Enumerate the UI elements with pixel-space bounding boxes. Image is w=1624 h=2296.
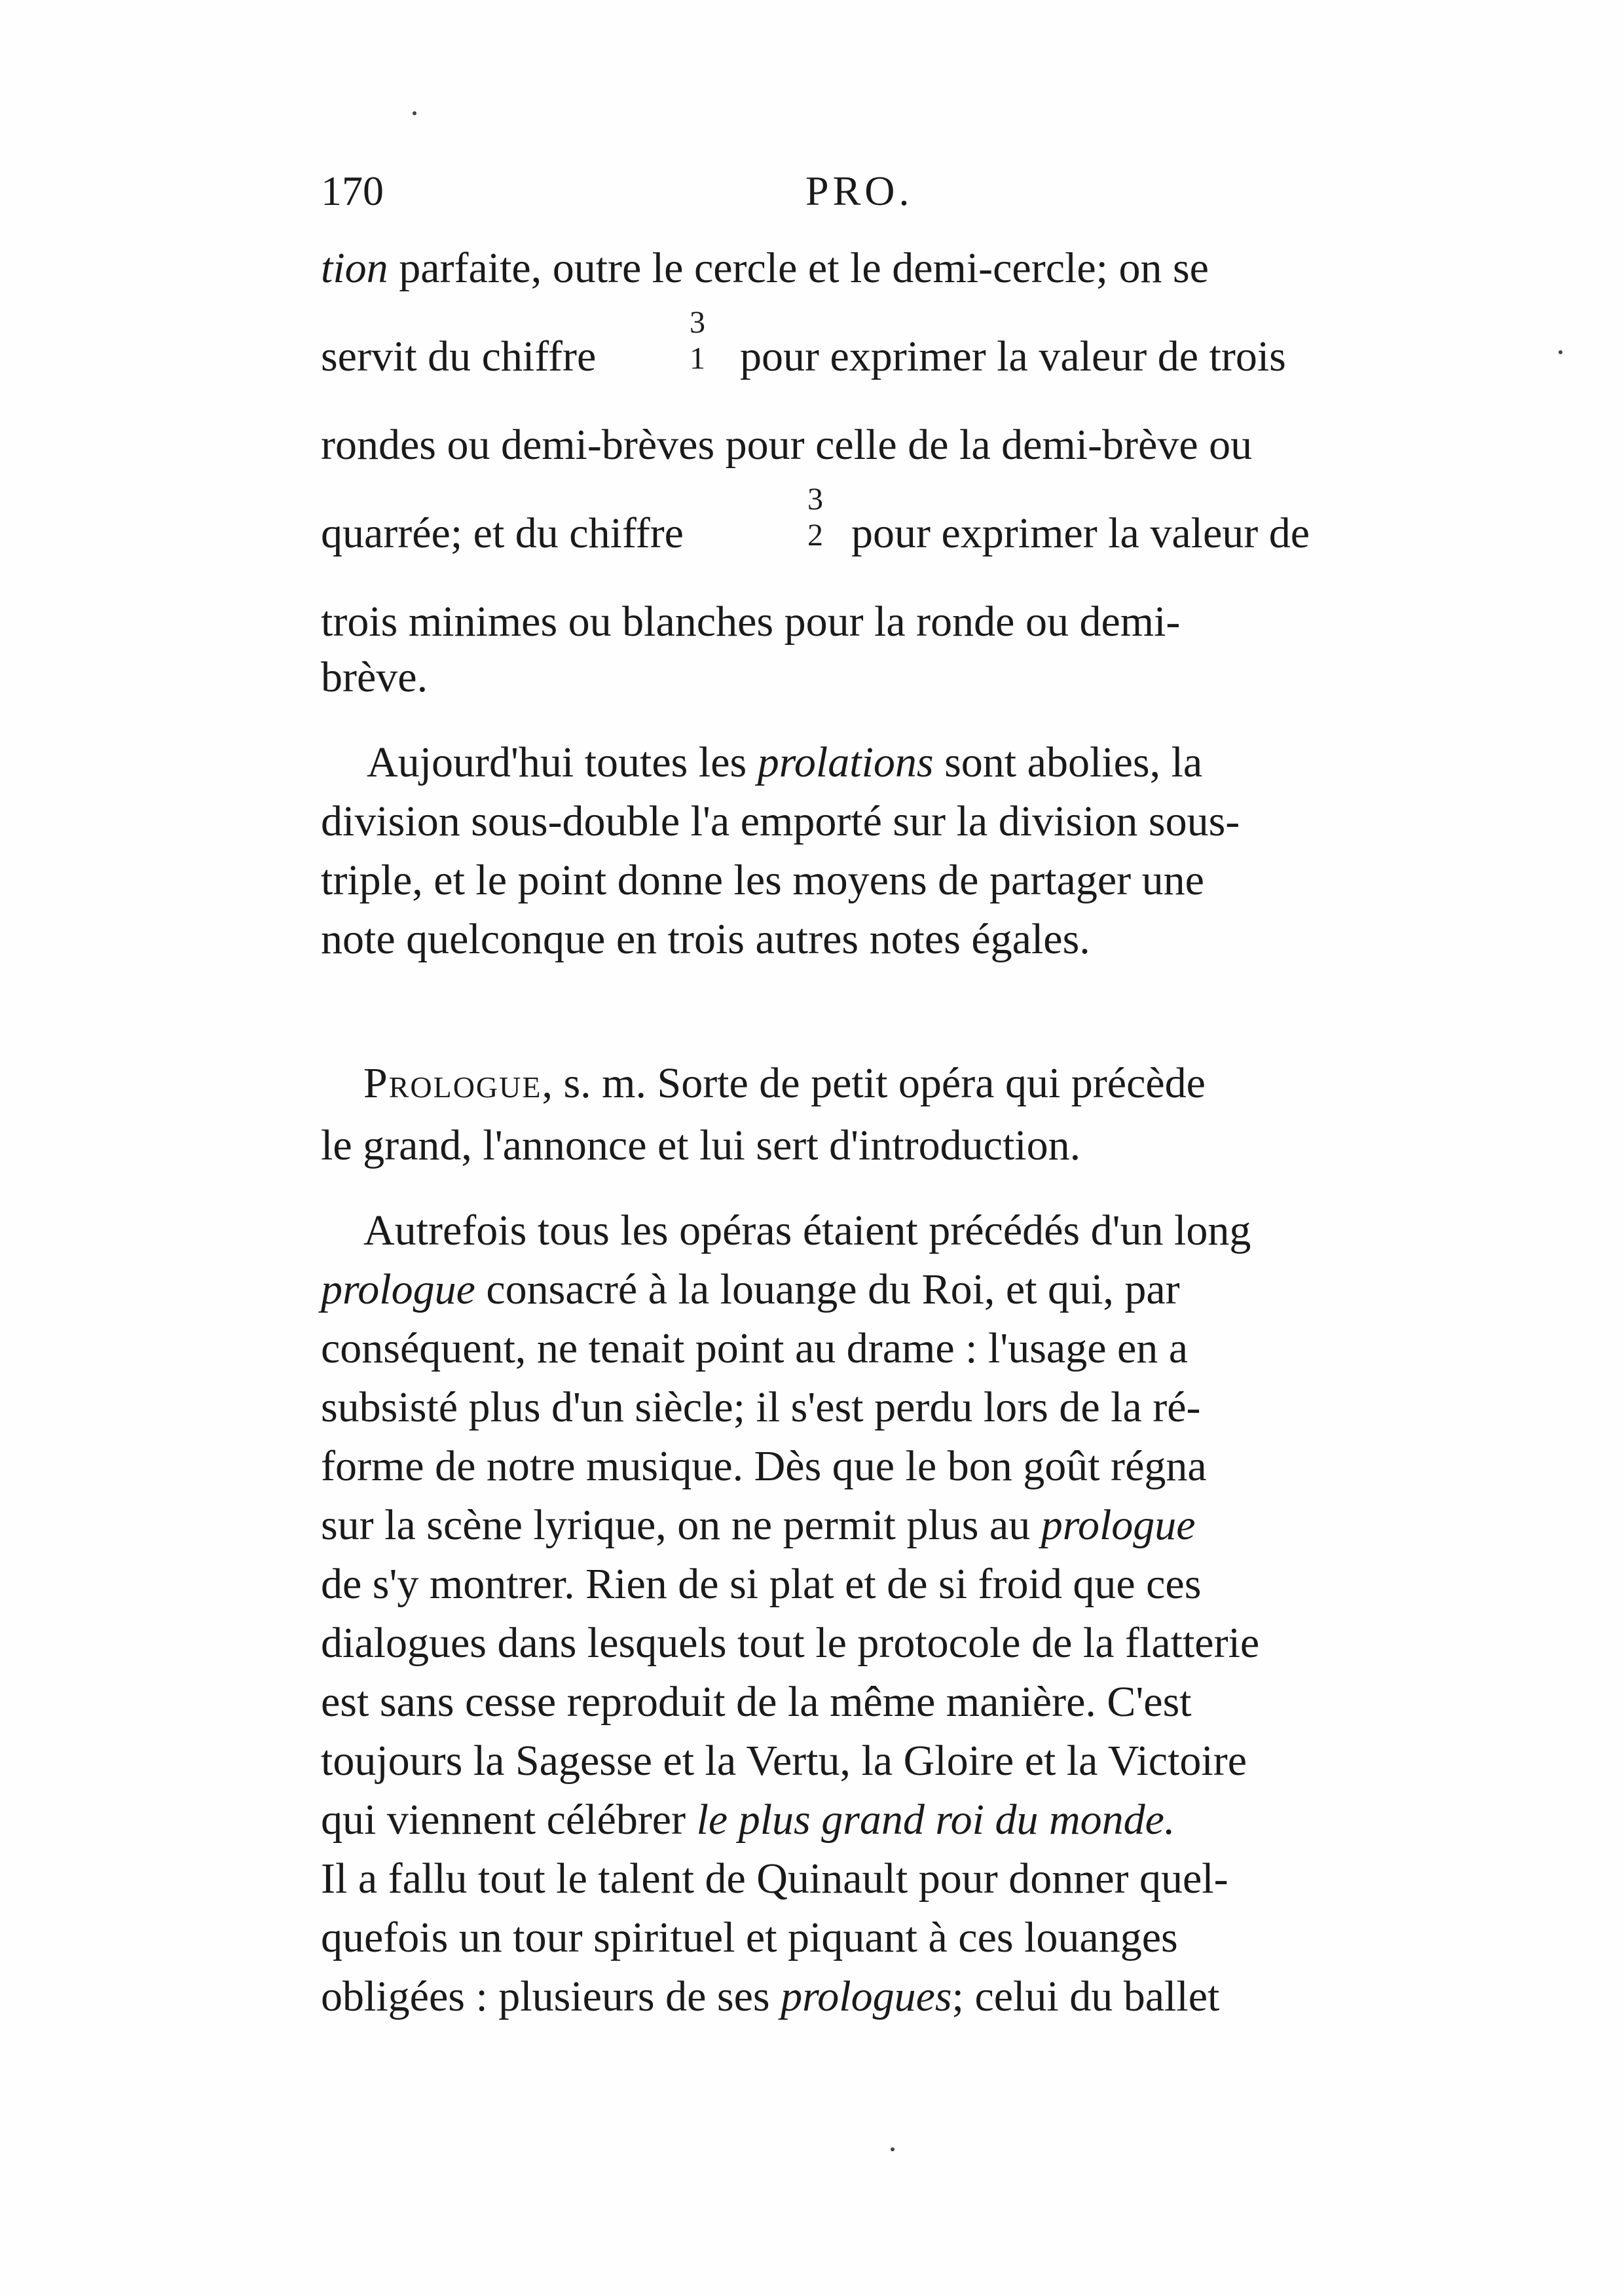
text-line: sur la scène lyrique, on ne permit plus au prologue: [321, 1501, 1196, 1549]
text-line: Autrefois tous les opéras étaient précédés d'un long: [363, 1207, 1251, 1254]
text-line: Aujourd'hui toutes les prolations sont abolies, la: [367, 738, 1203, 786]
text-line: forme de notre musique. Dès que le bon goût régna: [321, 1442, 1207, 1490]
headword: Prologue: [363, 1059, 542, 1107]
fraction-3-over-2: 3 2: [807, 482, 823, 553]
text-line: brève.: [321, 653, 428, 701]
text-line: subsisté plus d'un siècle; il s'est perdu lors de la ré-: [321, 1383, 1201, 1431]
text-line: note quelconque en trois autres notes égales.: [321, 915, 1090, 963]
text-line: le grand, l'annonce et lui sert d'introduction.: [321, 1121, 1081, 1169]
text-line: Il a fallu tout le talent de Quinault pour donner quel-: [321, 1855, 1228, 1903]
text-line: servit du chiffre: [321, 333, 597, 380]
text-line: quefois un tour spirituel et piquant à ces louanges: [321, 1914, 1178, 1961]
text-line: tion parfaite, outre le cercle et le demi-cercle; on se: [321, 244, 1209, 292]
text-line: rondes ou demi-brèves pour celle de la demi-brève ou: [321, 421, 1253, 469]
text-line: toujours la Sagesse et la Vertu, la Gloire et la Victoire: [321, 1737, 1247, 1785]
entry-headword-line: Prologue, s. m. Sorte de petit opéra qui précède: [363, 1059, 1206, 1107]
text-line: conséquent, ne tenait point au drame : l'usage en a: [321, 1324, 1189, 1372]
page-number: 170: [321, 168, 384, 214]
text-line: est sans cesse reproduit de la même manière. C'est: [321, 1678, 1192, 1726]
text-line: prologue consacré à la louange du Roi, et qui, par: [321, 1266, 1180, 1313]
print-speck: [1559, 350, 1562, 354]
print-speck: [891, 2147, 895, 2151]
text-line: pour exprimer la valeur de: [851, 509, 1310, 557]
text-line: pour exprimer la valeur de trois: [740, 333, 1286, 380]
text-line: quarrée; et du chiffre: [321, 509, 684, 557]
text-line: dialogues dans lesquels tout le protocole de la flatterie: [321, 1619, 1260, 1667]
running-head: PRO.: [805, 168, 913, 214]
text-line: trois minimes ou blanches pour la ronde ou demi-: [321, 598, 1181, 646]
text-line: division sous-double l'a emporté sur la division sous-: [321, 797, 1240, 845]
text-line: triple, et le point donne les moyens de partager une: [321, 856, 1204, 904]
text-line: obligées : plusieurs de ses prologues; celui du ballet: [321, 1973, 1220, 2020]
page-header: [321, 167, 1434, 219]
text-line: de s'y montrer. Rien de si plat et de si froid que ces: [321, 1560, 1202, 1608]
print-speck: [413, 111, 416, 115]
text-line: qui viennent célébrer le plus grand roi du monde.: [321, 1796, 1175, 1844]
fraction-3-over-1: 3 1: [690, 305, 705, 376]
